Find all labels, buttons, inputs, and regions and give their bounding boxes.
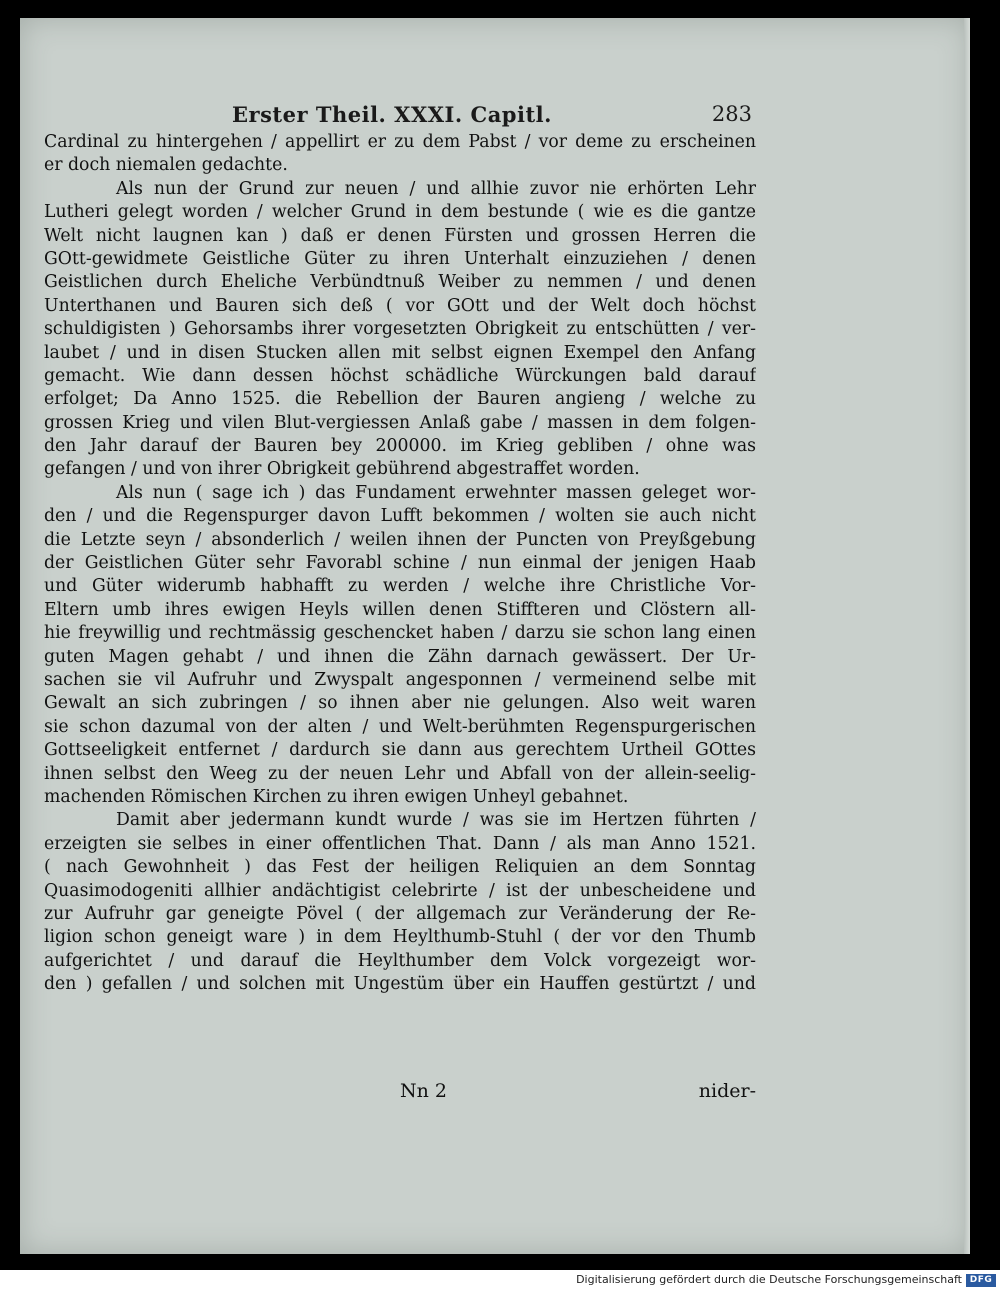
text-line: Damit aber jedermann kundt wurde / was sie im Hertzen führten / xyxy=(116,810,756,831)
text-line: GOtt-gewidmete Geistliche Güter zu ihren Unterhalt einzuziehen / denen xyxy=(44,248,756,269)
book-page xyxy=(20,18,970,1254)
text-line: Quasimodogeniti allhier andächtigist celebrirte / ist der unbescheidene und xyxy=(44,880,756,901)
text-line: guten Magen gehabt / und ihnen die Zähn darnach gewässert. Der Ur- xyxy=(44,646,756,667)
text-line: Als nun ( sage ich ) das Fundament erwehnter massen geleget wor- xyxy=(116,482,756,503)
text-line: Lutheri gelegt worden / welcher Grund in dem bestunde ( wie es die gantze xyxy=(44,202,756,223)
text-line: ihnen selbst den Weeg zu der neuen Lehr und Abfall von der allein-seelig- xyxy=(44,763,756,784)
text-line: Unterthanen und Bauren sich deß ( vor GOtt und der Welt doch höchst xyxy=(44,295,756,316)
page-footer xyxy=(400,1080,756,1108)
page-number: 283 xyxy=(711,102,752,126)
text-line: Geistlichen durch Eheliche Verbündtnuß Weiber zu nemmen / und denen xyxy=(44,272,756,293)
text-line: er doch niemalen gedachte. xyxy=(44,155,288,176)
credit-text: Digitalisierung gefördert durch die Deutsche Forschungsgemeinschaft xyxy=(576,1273,962,1286)
text-line: Gewalt an sich zubringen / so ihnen aber nie gelungen. Also weit waren xyxy=(44,693,756,714)
text-line: hie freywillig und rechtmässig geschencket haben / darzu sie schon lang einen xyxy=(44,623,756,644)
text-line: die Letzte seyn / absonderlich / weilen ihnen der Puncten von Preyßgebung xyxy=(44,529,756,550)
text-line: Als nun der Grund zur neuen / und allhie zuvor nie erhörten Lehr xyxy=(116,178,756,199)
text-line: den / und die Regenspurger davon Lufft bekommen / wolten sie auch nicht xyxy=(44,506,756,527)
text-line: zur Aufruhr gar geneigte Pövel ( der allgemach zur Veränderung der Re- xyxy=(44,903,756,924)
text-line: Welt nicht laugnen kan ) daß er denen Fürsten und grossen Herren die xyxy=(44,225,756,246)
text-line: und Güter widerumb habhafft zu werden / welche ihre Christliche Vor- xyxy=(44,576,756,597)
text-line: erzeigten sie selbes in einer offentlichen That. Dann / als man Anno 1521. xyxy=(44,833,756,854)
text-line: Cardinal zu hintergehen / appellirt er zu dem Pabst / vor deme zu erscheinen xyxy=(44,132,756,152)
page-edge xyxy=(964,18,970,1254)
text-line: ligion schon geneigt ware ) in dem Heylthumb-Stuhl ( der vor den Thumb xyxy=(44,927,756,948)
text-line: schuldigisten ) Gehorsambs ihrer vorgesetzten Obrigkeit zu entschütten / ver- xyxy=(44,319,756,340)
text-line: erfolget; Da Anno 1525. die Rebellion der Bauren angieng / welche zu xyxy=(44,389,756,410)
text-line: gefangen / und von ihrer Obrigkeit gebührend abgestraffet worden. xyxy=(44,459,640,480)
header-title: Erster Theil. XXXI. Capitl. xyxy=(232,102,552,127)
text-line: den ) gefallen / und solchen mit Ungestüm über ein Hauffen gestürtzt / und xyxy=(44,974,756,995)
text-line: sachen sie vil Aufruhr und Zwyspalt angesponnen / vermeinend selbe mit xyxy=(44,669,756,690)
credit-bar xyxy=(0,1270,1000,1291)
text-block xyxy=(44,131,756,996)
text-line: machenden Römischen Kirchen zu ihren ewigen Unheyl gebahnet. xyxy=(44,786,629,807)
catchword: nider- xyxy=(698,1080,756,1102)
text-line: der Geistlichen Güter sehr Favorabl schine / nun einmal der jenigen Haab xyxy=(44,553,756,574)
text-line: aufgerichtet / und darauf die Heylthumber dem Volck vorgezeigt wor- xyxy=(44,950,756,971)
signature-mark: Nn 2 xyxy=(400,1080,447,1102)
text-line: gemacht. Wie dann dessen höchst schädliche Würckungen bald darauf xyxy=(44,365,756,386)
text-line: Eltern umb ihres ewigen Heyls willen denen Stiffteren und Clöstern all- xyxy=(44,599,756,620)
text-line: den Jahr darauf der Bauren bey 200000. im Krieg gebliben / ohne was xyxy=(44,436,756,457)
text-line: ( nach Gewohnheit ) das Fest der heiligen Reliquien an dem Sonntag xyxy=(44,857,756,878)
text-line: laubet / und in disen Stucken allen mit selbst eignen Exempel den Anfang xyxy=(44,342,756,363)
text-line: grossen Krieg und vilen Blut-vergiessen Anlaß gabe / massen in dem folgen- xyxy=(44,412,756,433)
dfg-logo: DFG xyxy=(966,1274,996,1287)
text-line: sie schon dazumal von der alten / und Welt-berühmten Regenspurgerischen xyxy=(44,716,756,737)
text-line: Gottseeligkeit entfernet / dardurch sie dann aus gerechtem Urtheil GOttes xyxy=(44,740,756,761)
